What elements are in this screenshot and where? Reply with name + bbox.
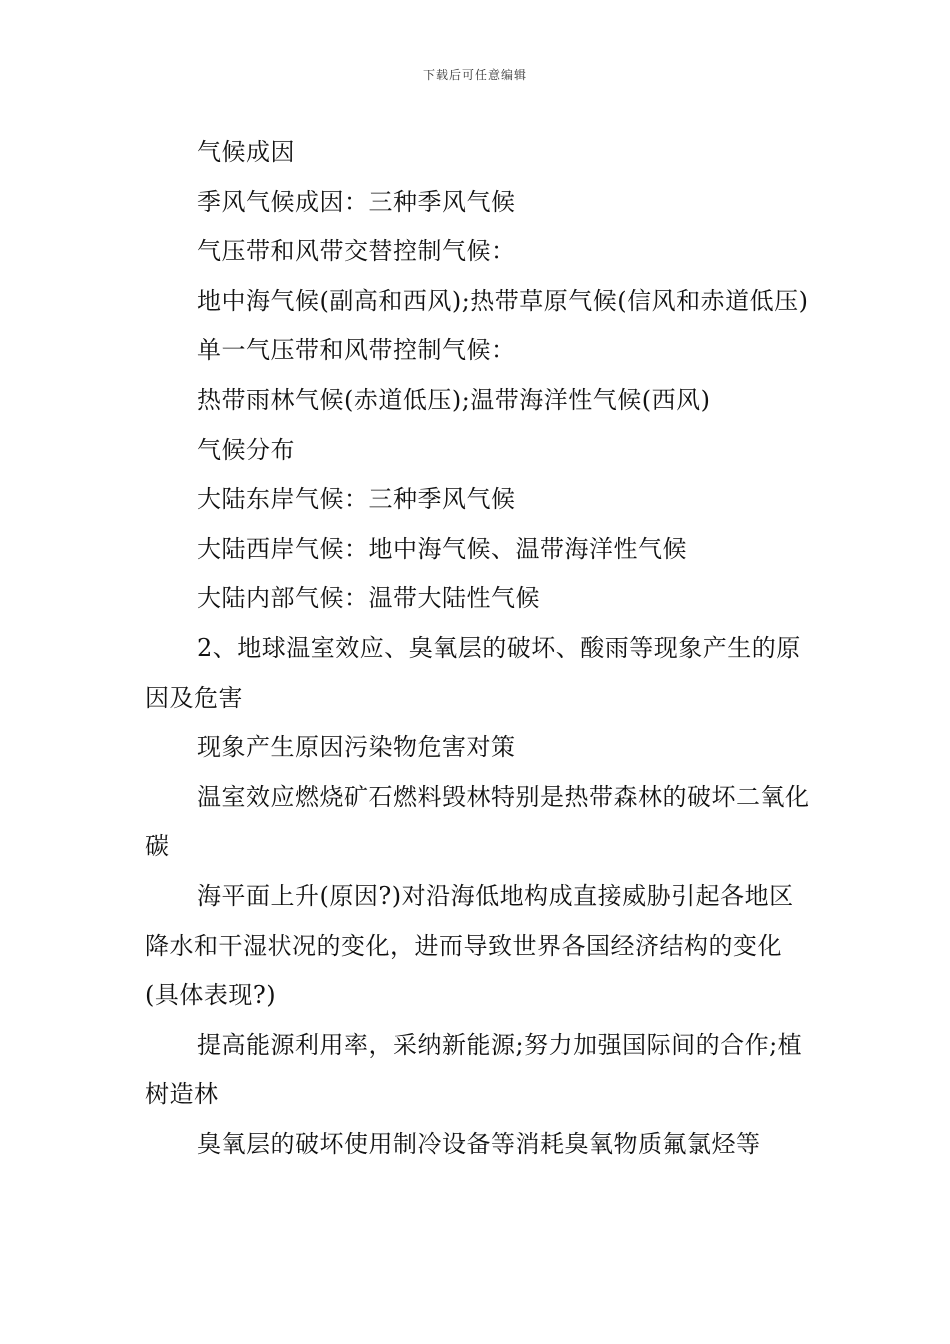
paragraph-ozone-cause: 臭氧层的破坏使用制冷设备等消耗臭氧物质氟氯烃等 (197, 1129, 761, 1158)
paragraph-greenhouse-harm: 海平面上升(原因?)对沿海低地构成直接威胁引起各地区降水和干湿状况的变化，进而导致世界各国经济结构的变化(具体表现?) (145, 881, 794, 1010)
paragraph-mediterranean-savanna: 地中海气候(副高和西风);热带草原气候(信风和赤道低压) (197, 286, 809, 315)
paragraph-single-control: 单一气压带和风带控制气候： (197, 336, 516, 365)
paragraph-climate-distribution-heading: 气候分布 (197, 435, 295, 464)
paragraph-monsoon-causes: 季风气候成因：三种季风气候 (197, 187, 516, 216)
paragraph-greenhouse-cause: 温室效应燃烧矿石燃料毁林特别是热带森林的破坏二氧化碳 (145, 782, 810, 861)
paragraph-climate-causes-heading: 气候成因 (197, 138, 295, 166)
paragraph-section-2-heading: 2、地球温室效应、臭氧层的破坏、酸雨等现象产生的原因及危害 (145, 633, 801, 712)
document-body (145, 128, 810, 1169)
paragraph-west-coast: 大陆西岸气候：地中海气候、温带海洋性气候 (197, 534, 687, 563)
paragraph-rainforest-maritime: 热带雨林气候(赤道低压);温带海洋性气候(西风) (197, 385, 711, 414)
paragraph-table-header: 现象产生原因污染物危害对策 (197, 733, 516, 762)
paragraph-alternating-control: 气压带和风带交替控制气候： (197, 237, 516, 266)
paragraph-greenhouse-measures: 提高能源利用率，采纳新能源;努力加强国际间的合作;植树造林 (145, 1030, 803, 1109)
header-note: 下载后可任意编辑 (422, 68, 527, 82)
paragraph-interior: 大陆内部气候：温带大陆性气候 (197, 584, 540, 613)
paragraph-east-coast: 大陆东岸气候：三种季风气候 (197, 485, 516, 514)
